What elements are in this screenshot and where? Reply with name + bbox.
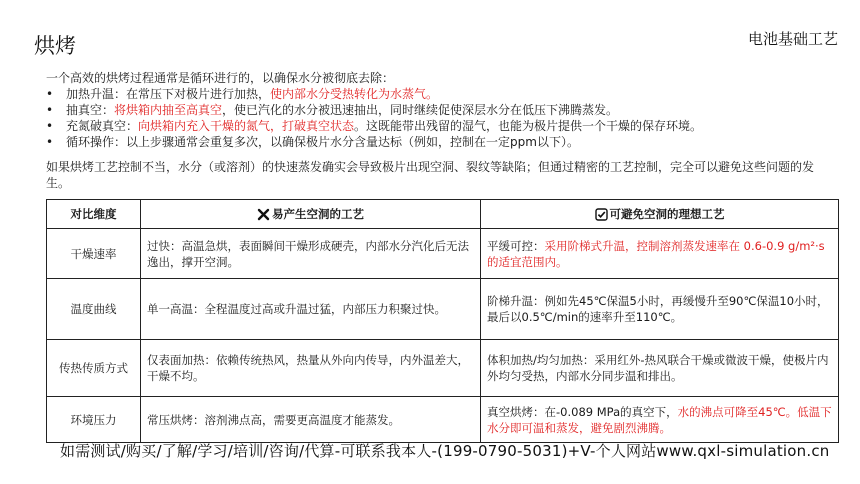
- step-vacuum: [46, 102, 836, 118]
- header-good-process: [481, 200, 839, 229]
- step-text: 以上步骤通常会重复多次，以确保极片水分含量达标（例如，控制在一定ppm以下）。: [126, 135, 579, 149]
- summary-paragraph: 如果烘烤工艺控制不当，水分（或溶剂）的快速蒸发确实会导致极片出现空洞、裂纹等缺陷；但通过精密的工艺控制，完全可以避免这些问题的发生。: [46, 160, 815, 190]
- row-dimension: 干燥速率: [47, 229, 141, 279]
- step-heating: [46, 86, 836, 102]
- header-good-label: 可避免空洞的理想工艺: [609, 207, 725, 221]
- x-mark-icon: [257, 208, 270, 221]
- step-label: 加热升温：: [66, 87, 127, 101]
- row-bad-process: 仅表面加热：依赖传统热风，热量从外向内传导，内外温差大，干燥不均。: [141, 340, 481, 397]
- good-text: 平缓可控：: [487, 238, 545, 253]
- row-bad-process: 过快：高温急烘，表面瞬间干燥形成硬壳，内部水分汽化后无法逸出，撑开空洞。: [141, 229, 481, 279]
- step-label: 抽真空：: [66, 103, 115, 117]
- table-row: [47, 229, 839, 279]
- good-highlight: 水的沸点可降至45℃。低温下水分即可温和蒸发，避免剧烈沸腾。: [487, 404, 832, 435]
- row-bad-process: 常压烘烤：溶剂沸点高，需要更高温度才能蒸发。: [141, 397, 481, 443]
- step-label: 循环操作：: [66, 135, 127, 149]
- row-dimension: 传热传质方式: [47, 340, 141, 397]
- header-bad-label: 易产生空洞的工艺: [272, 207, 364, 221]
- checkbox-checked-icon: [595, 208, 608, 221]
- row-good-process: [481, 397, 839, 443]
- table-row: [47, 279, 839, 340]
- table-row: [47, 397, 839, 443]
- row-dimension: 温度曲线: [47, 279, 141, 340]
- slide-title: 烘烤: [34, 34, 76, 58]
- good-text: 体积加热/均匀加热：采用红外-热风联合干燥或微波干燥，使极片内外均匀受热，内部水分同步温和排出。: [487, 353, 829, 383]
- intro-lead: 一个高效的烘烤过程通常是循环进行的，以确保水分被彻底去除：: [46, 71, 395, 85]
- header-bad-process: [141, 200, 481, 229]
- step-highlight: 将烘箱内抽至高真空: [114, 103, 223, 117]
- comparison-table: [46, 199, 839, 443]
- step-text: ，使已汽化的水分被迅速抽出，同时继续促使深层水分在低压下沸腾蒸发。: [222, 103, 619, 117]
- good-text: 阶梯升温：例如先45℃保温5小时，再缓慢升至90℃保温10小时，最后以0.5℃/min的速率升至110℃。: [487, 294, 829, 324]
- intro-section: [46, 70, 836, 150]
- header-dimension: 对比维度: [47, 200, 141, 229]
- row-good-process: [481, 229, 839, 279]
- table-header-row: [47, 200, 839, 229]
- slide-header-right: 电池基础工艺: [747, 30, 838, 48]
- step-highlight: 向烘箱内充入干燥的氮气，打破真空状态: [138, 119, 355, 133]
- table-row: [47, 340, 839, 397]
- good-text: 真空烘烤：在-0.089 MPa的真空下，: [487, 404, 678, 419]
- row-good-process: [481, 340, 839, 397]
- good-highlight: 采用阶梯式升温，控制溶剂蒸发速率在 0.6-0.9 g/m²·s 的适宜范围内。: [487, 238, 825, 269]
- row-dimension: 环境压力: [47, 397, 141, 443]
- step-label: 充氮破真空：: [66, 119, 139, 133]
- row-good-process: [481, 279, 839, 340]
- step-cycle: [46, 134, 836, 150]
- process-steps-list: [46, 86, 836, 150]
- step-text: 在常压下对极片进行加热，: [126, 87, 271, 101]
- contact-footer: 如需测试/购买/了解/学习/培训/咨询/代算-可联系我本人-(199-0790-5031)+V-个人网站www.qxl-simulation.cn: [60, 442, 830, 460]
- row-bad-process: 单一高温：全程温度过高或升温过猛，内部压力积聚过快。: [141, 279, 481, 340]
- step-text: 。这既能带出残留的湿气，也能为极片提供一个干燥的保存环境。: [354, 119, 703, 133]
- step-highlight: 使内部水分受热转化为水蒸气。: [270, 87, 439, 101]
- step-nitrogen: [46, 118, 836, 134]
